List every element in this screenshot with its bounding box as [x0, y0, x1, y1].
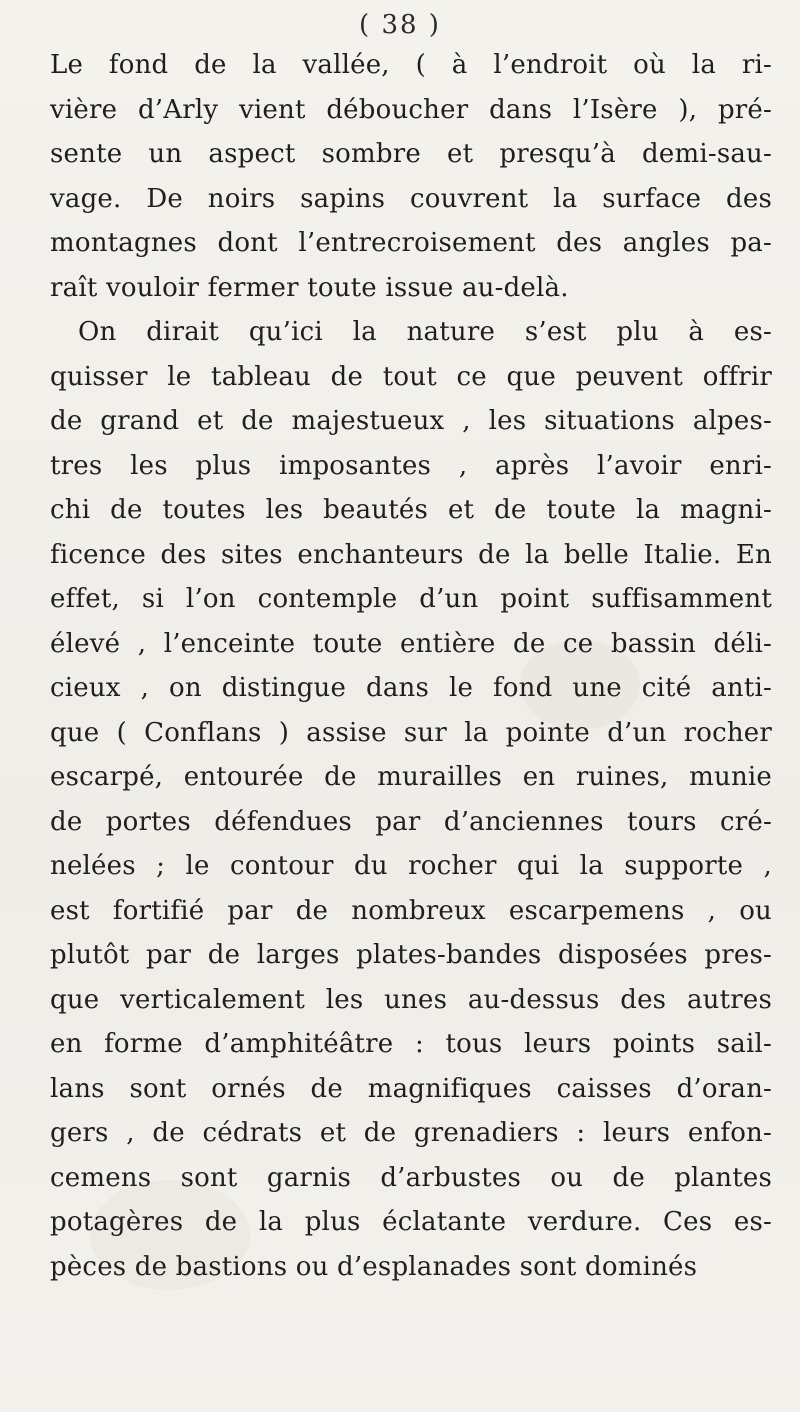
text-line: cieux , on distingue dans le fond une cité anti- — [50, 673, 772, 703]
text-line: On dirait qu’ici la nature s’est plu à es- — [78, 317, 772, 347]
text-line: est fortifié par de nombreux escarpemens , ou — [50, 895, 772, 926]
text-line: que ( Conflans ) assise sur la pointe d’un rocher — [50, 717, 772, 748]
text-line: Le fond de la vallée, ( à l’endroit où la ri- — [50, 50, 772, 80]
body-text — [50, 43, 772, 1289]
text-line: tres les plus imposantes , après l’avoir enri- — [50, 450, 772, 481]
text-line: que verticalement les unes au-dessus des autres — [50, 984, 772, 1015]
text-line: montagnes dont l’entrecroisement des angles pa- — [50, 228, 772, 258]
text-line: élevé , l’enceinte toute entière de ce bassin déli- — [50, 628, 772, 659]
text-line: de portes défendues par d’anciennes tours cré- — [50, 806, 772, 837]
text-line: quisser le tableau de tout ce que peuvent offrir — [50, 361, 772, 392]
text-line: gers , de cédrats et de grenadiers : leurs enfon- — [50, 1118, 772, 1148]
text-line: de grand et de majestueux , les situations alpes- — [50, 406, 772, 436]
text-line: pèces de bastions ou d’esplanades sont dominés — [50, 1251, 698, 1282]
text-line: plutôt par de larges plates-bandes disposées pres- — [50, 940, 772, 970]
text-line: en forme d’amphitéâtre : tous leurs points sail- — [50, 1029, 772, 1059]
text-line: nelées ; le contour du rocher qui la supporte , — [50, 851, 772, 881]
text-line: ficence des sites enchanteurs de la belle Italie. En — [50, 539, 772, 570]
text-line: vage. De noirs sapins couvrent la surface des — [50, 183, 772, 214]
text-line: vière d’Arly vient déboucher dans l’Isère ), pré- — [50, 94, 772, 125]
text-line: sente un aspect sombre et presqu’à demi-sau- — [50, 139, 772, 169]
page-number: ( 38 ) — [359, 10, 441, 40]
text-line: potagères de la plus éclatante verdure. Ces es- — [50, 1207, 772, 1237]
text-line: escarpé, entourée de murailles en ruines, munie — [50, 762, 772, 792]
text-line: chi de toutes les beautés et de toute la magni- — [50, 495, 772, 525]
text-line: lans sont ornés de magnifiques caisses d’oran- — [50, 1073, 772, 1104]
text-line: effet, si l’on contemple d’un point suffisamment — [50, 584, 772, 614]
text-line: cemens sont garnis d’arbustes ou de plantes — [50, 1162, 772, 1193]
text-line: raît vouloir fermer toute issue au-delà. — [50, 272, 569, 303]
